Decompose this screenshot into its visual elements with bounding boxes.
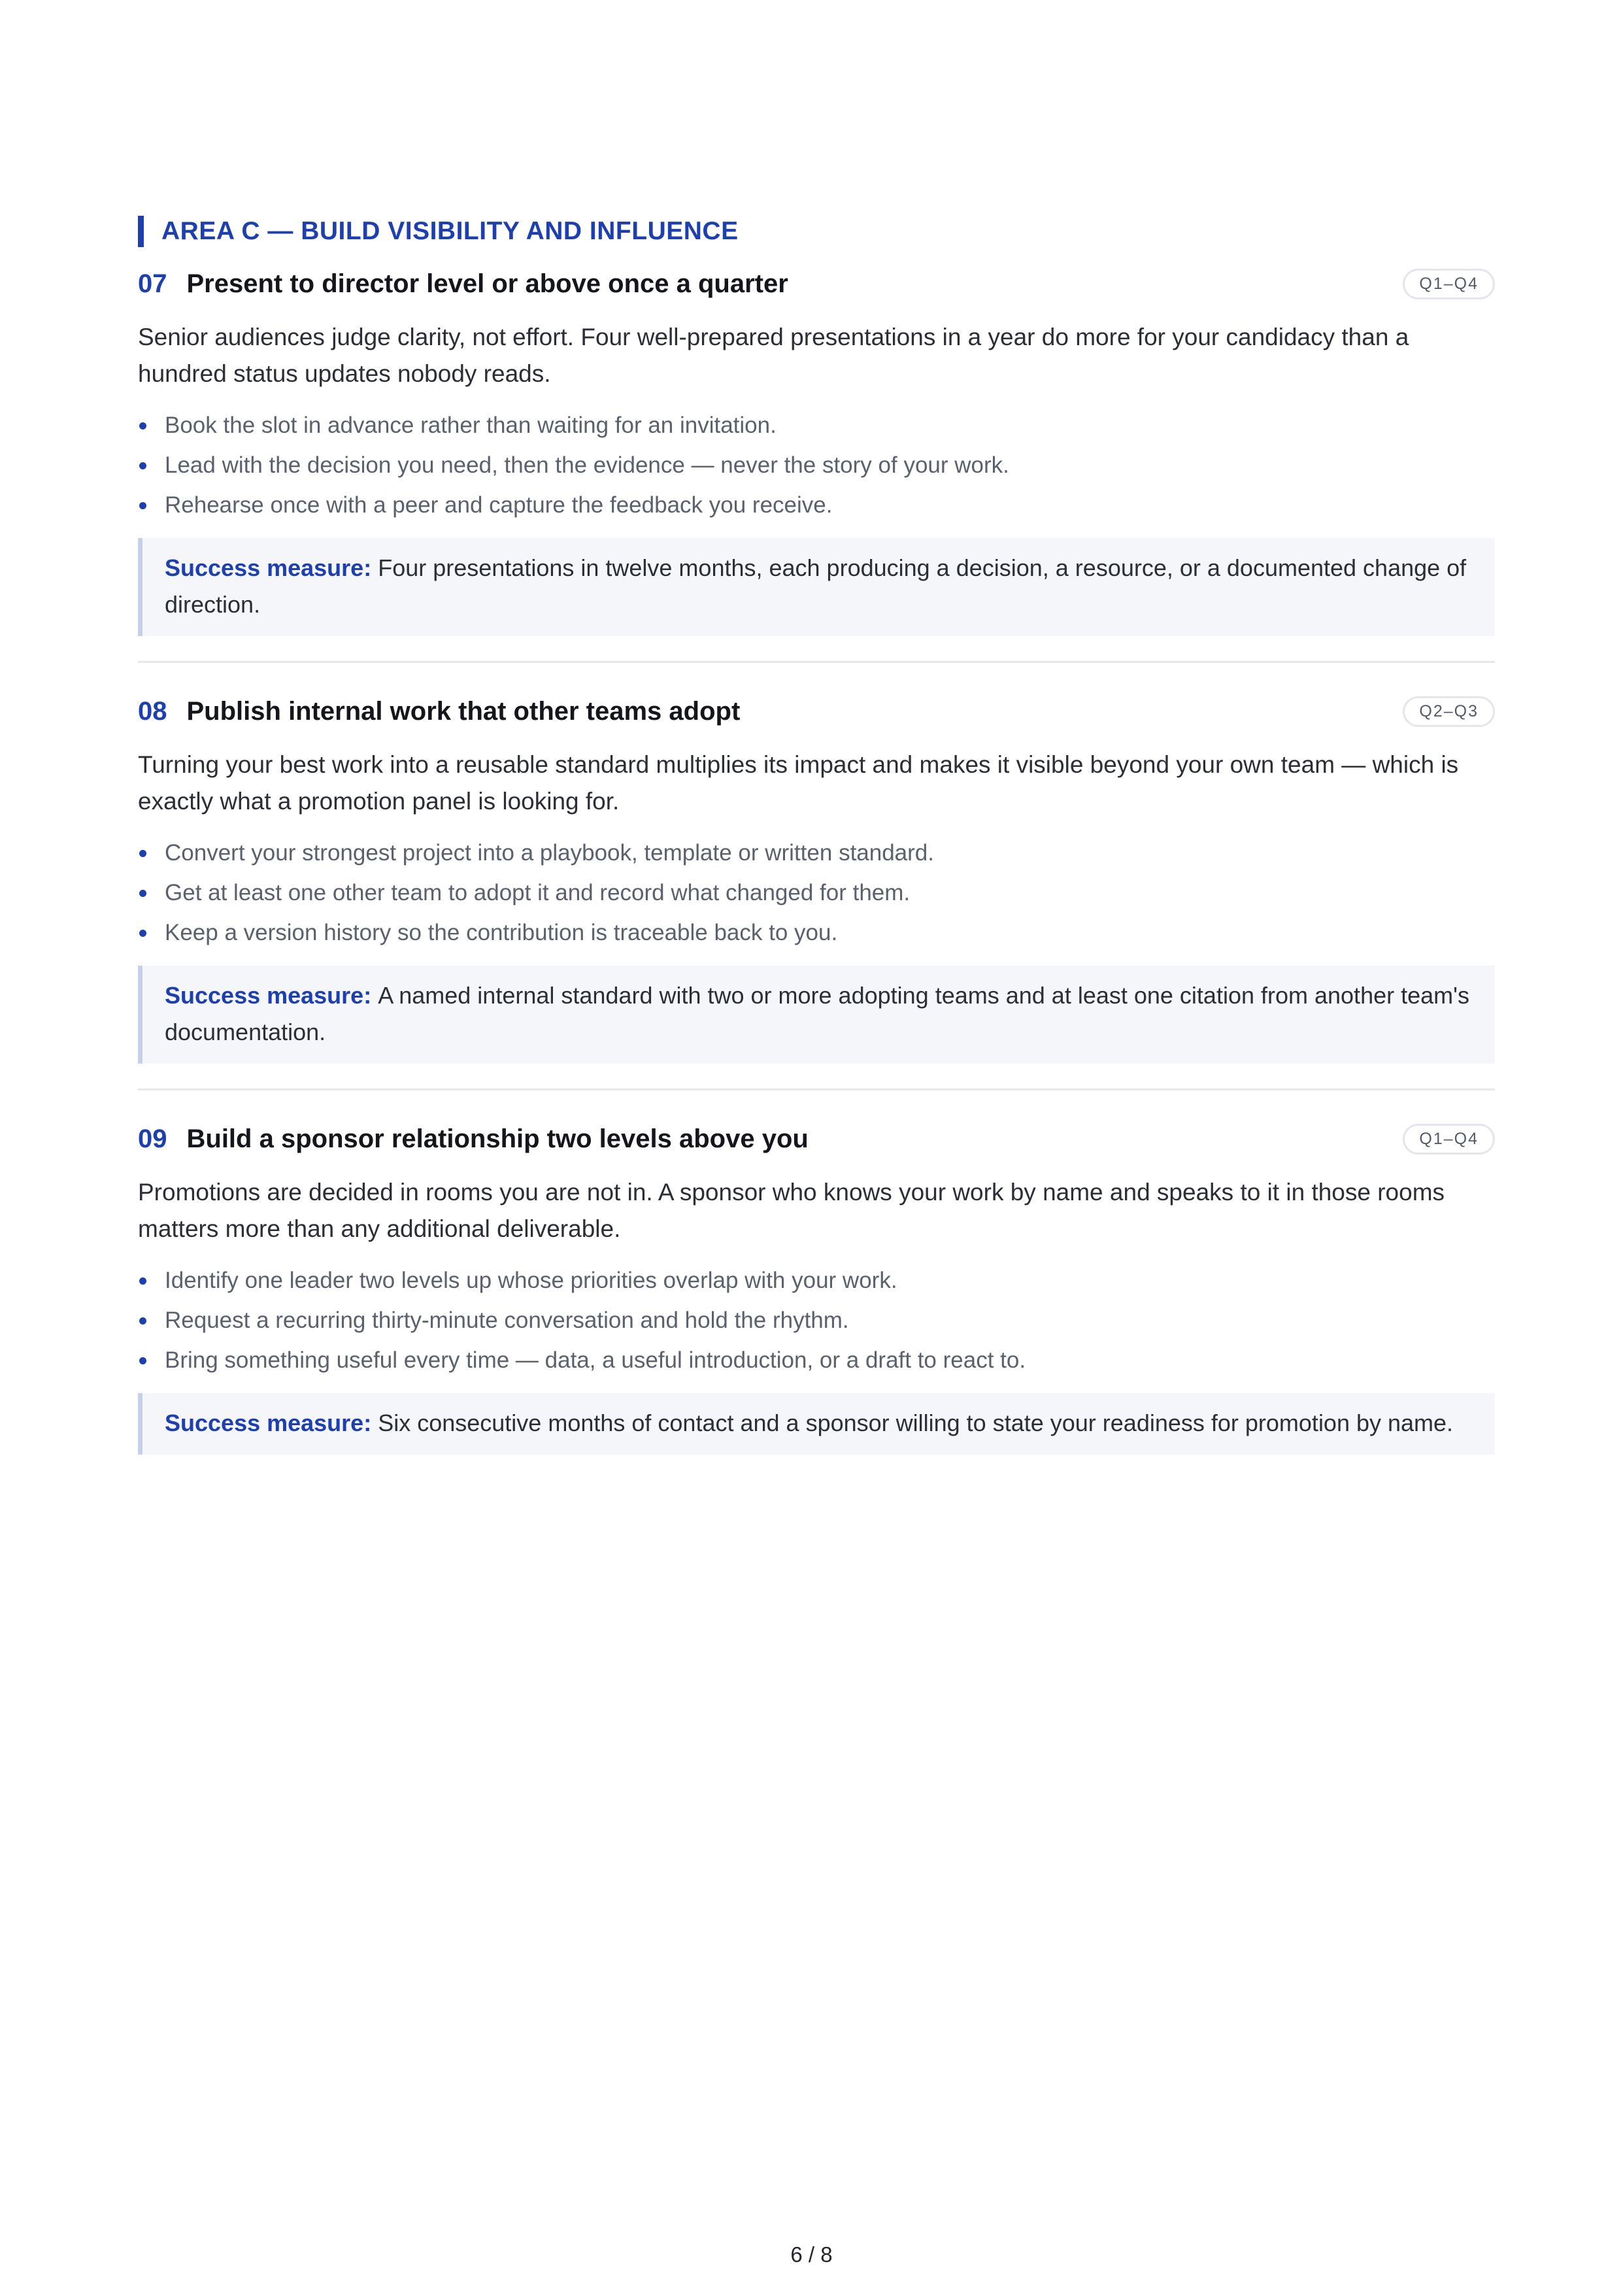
goal-number: 09 [138,1124,167,1153]
timeframe-badge: Q1–Q4 [1403,1124,1495,1155]
success-measure-label: Success measure: [165,554,372,581]
divider [138,1089,1495,1090]
success-measure-label: Success measure: [165,982,372,1009]
divider [138,661,1495,663]
success-measure-text: Four presentations in twelve months, each producing a decision, a resource, or a documented change of direction. [165,554,1467,618]
timeframe-badge: Q2–Q3 [1403,696,1495,727]
goal-title-text: Present to director level or above once a quarter [186,269,788,298]
goal-title [138,269,788,299]
goal-title [138,1124,809,1154]
success-measure-box [138,966,1495,1064]
action-item: Book the slot in advance rather than waiting for an invitation. [138,405,1495,445]
goal-title [138,697,740,726]
action-item: Bring something useful every time — data, a useful introduction, or a draft to react to. [138,1340,1495,1380]
action-list [138,833,1495,953]
action-item: Identify one leader two levels up whose priorities overlap with your work. [138,1260,1495,1300]
goal-number: 07 [138,269,167,298]
action-item: Lead with the decision you need, then the evidence — never the story of your work. [138,445,1495,485]
section-heading: AREA C — BUILD VISIBILITY AND INFLUENCE [138,216,1495,247]
success-measure-text: Six consecutive months of contact and a sponsor willing to state your readiness for promotion by name. [378,1410,1454,1436]
page-number: 6 / 8 [790,2242,833,2267]
goal-header [138,1121,1495,1157]
document-page [138,216,1495,1455]
goal-number: 08 [138,696,167,726]
timeframe-badge: Q1–Q4 [1403,269,1495,299]
success-measure-box [138,538,1495,636]
action-list [138,1260,1495,1380]
action-item: Keep a version history so the contribution is traceable back to you. [138,913,1495,953]
goal-description: Promotions are decided in rooms you are not in. A sponsor who knows your work by name and speaks to it in those rooms matters more than any additional deliverable. [138,1179,1445,1242]
action-item: Request a recurring thirty-minute conversation and hold the rhythm. [138,1300,1495,1340]
goal-title-text: Publish internal work that other teams adopt [186,696,741,726]
success-measure-box [138,1393,1495,1455]
goal-header [138,265,1495,302]
goal-description: Turning your best work into a reusable standard multiplies its impact and makes it visible beyond your own team — which is exactly what a promotion panel is looking for. [138,751,1459,815]
goal-card [138,693,1495,1064]
action-item: Rehearse once with a peer and capture the feedback you receive. [138,485,1495,525]
goal-description: Senior audiences judge clarity, not effort. Four well-prepared presentations in a year do more for your candidacy than a hundred status updates nobody reads. [138,324,1409,387]
goal-header [138,693,1495,730]
goal-title-text: Build a sponsor relationship two levels above you [186,1124,809,1153]
action-list [138,405,1495,525]
goal-card [138,265,1495,636]
success-measure-text: A named internal standard with two or more adopting teams and at least one citation from another team's documentation. [165,982,1470,1045]
action-item: Convert your strongest project into a playbook, template or written standard. [138,833,1495,873]
success-measure-label: Success measure: [165,1410,372,1436]
goal-card [138,1121,1495,1455]
action-item: Get at least one other team to adopt it and record what changed for them. [138,873,1495,913]
